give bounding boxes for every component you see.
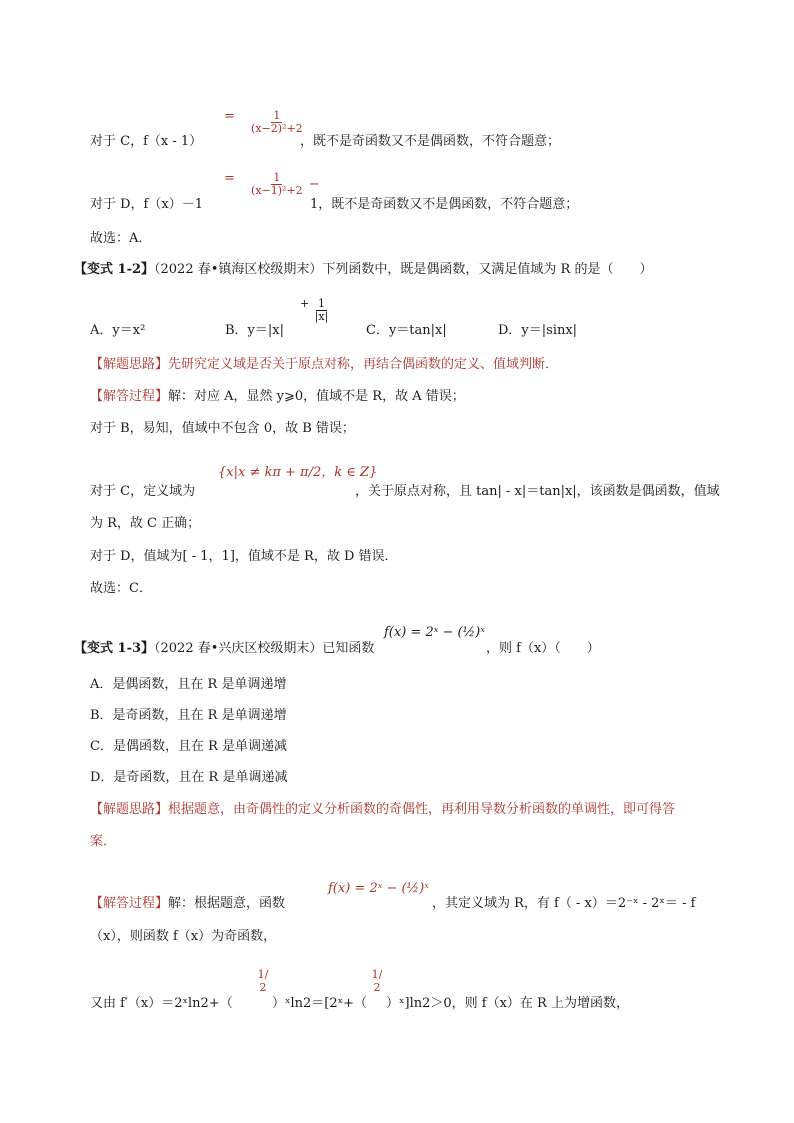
case-d-prefix: 对于 D，f（x）－1 (90, 197, 203, 212)
question-1-2-label: 【变式 1-2】 (74, 262, 155, 277)
idea-1-3 (90, 801, 675, 819)
line-case-d (90, 196, 203, 214)
option-b-plus: + (300, 297, 310, 310)
process-1-3-suffix: ，其定义域为 R，有 f（ - x）＝2⁻ˣ - 2ˣ＝ - f (432, 896, 696, 911)
process-1-3-function: f(x) = 2ˣ − (½)ˣ (328, 881, 429, 896)
option-b-denominator: |x| (314, 310, 329, 323)
idea-1-2 (90, 356, 558, 374)
idea-1-3-continued: 案． (90, 834, 117, 849)
option-c: C．y＝tan|x| (366, 323, 447, 338)
question-1-2-text: （2022 春•镇海区校级期末）下列函数中，既是偶函数，又满足值域为 R 的是（ ） (154, 262, 653, 277)
case-c2-continued: 为 R，故 C 正确； (90, 516, 201, 531)
case-d-formula (224, 172, 320, 197)
case-b-line: 对于 B，易知，值域中不包含 0，故 B 错误； (90, 421, 355, 436)
case-c-formula (224, 110, 305, 135)
process-1-3-text: 解：根据题意，函数 (168, 896, 286, 911)
half-fraction-1: 1/2 (257, 968, 269, 994)
option-1-3-b: B．是奇函数，且在 R 是单调递增 (90, 708, 287, 723)
derivative-suffix: ）ˣ]ln2＞0，则 f（x）在 R 上为增函数， (386, 996, 629, 1011)
question-1-3-tail: ，则 f（x）（ ） (486, 641, 600, 656)
option-a: A．y＝x² (90, 323, 146, 338)
process-1-3-continued: （x），则函数 f（x）为奇函数， (90, 929, 277, 944)
question-1-3-text: （2022 春•兴庆区校级期末）已知函数 (154, 641, 375, 656)
option-b-fraction (313, 298, 331, 323)
question-1-2 (74, 261, 652, 279)
answer-a: 故选：A． (90, 231, 152, 246)
derivative-middle: ）ˣln2＝[2ˣ+（ (272, 996, 368, 1011)
process-1-2-label: 【解答过程】 (90, 389, 169, 404)
case-c-numerator: 1 (273, 109, 281, 122)
process-1-2 (90, 388, 465, 406)
derivative-prefix: 又由 f′（x）＝2ˣln2+（ (90, 996, 233, 1011)
case-d2-line: 对于 D，值域为[ - 1，1]，值域不是 R，故 D 错误． (90, 549, 398, 564)
line-case-c (90, 133, 202, 151)
case-d-suffix: 1，既不是奇函数又不是偶函数，不符合题意； (310, 197, 579, 212)
idea-1-2-label: 【解题思路】 (90, 357, 169, 372)
option-1-3-d: D．是奇函数，且在 R 是单调递减 (90, 770, 288, 785)
question-1-3-label: 【变式 1-3】 (74, 641, 155, 656)
option-b-fraction-part (300, 298, 330, 323)
option-b-numerator: 1 (318, 297, 326, 310)
answer-c: 故选：C． (90, 581, 152, 596)
case-c-fraction (249, 110, 305, 135)
derivative-line (90, 995, 233, 1013)
idea-1-2-text: 先研究定义域是否关于原点对称，再结合偶函数的定义、值域判断． (168, 357, 559, 372)
case-c-suffix: ，既不是奇函数又不是偶函数，不符合题意； (300, 134, 561, 149)
case-d-eq: = (224, 171, 235, 186)
case-d-numerator: 1 (273, 171, 281, 184)
domain-set: {x|x ≠ kπ + π/2，k ∈ Z} (218, 465, 378, 480)
case-d-fraction (249, 172, 305, 197)
case-d-minus: − (308, 177, 320, 192)
option-d: D．y＝|sinx| (498, 323, 578, 338)
case-c-eq: = (224, 109, 235, 124)
idea-1-3-label: 【解题思路】 (90, 802, 169, 817)
case-c2-suffix: ，关于原点对称，且 tan| - x|＝tan|x|，该函数是偶函数，值域 (355, 484, 720, 499)
option-b: B．y＝|x| (225, 323, 284, 338)
question-1-3-function: f(x) = 2ˣ − (½)ˣ (384, 625, 485, 640)
process-1-3 (90, 895, 285, 913)
case-c-denominator: (x−2)²+2 (251, 122, 303, 135)
case-c-prefix: 对于 C，f（x - 1） (90, 134, 203, 149)
idea-1-3-text: 根据题意，由奇偶性的定义分析函数的奇偶性，再利用导数分析函数的单调性，即可得答 (168, 802, 676, 817)
option-1-3-c: C．是偶函数，且在 R 是单调递减 (90, 739, 287, 754)
half-fraction-2: 1/2 (371, 968, 383, 994)
process-1-3-label: 【解答过程】 (90, 896, 169, 911)
case-c2-prefix: 对于 C，定义域为 (90, 484, 196, 499)
case-d-denominator: (x−1)²+2 (251, 184, 303, 197)
question-1-3 (74, 640, 374, 658)
option-1-3-a: A．是偶函数，且在 R 是单调递增 (90, 677, 287, 692)
process-1-2-text: 解：对应 A，显然 y⩾0，值域不是 R，故 A 错误； (168, 389, 465, 404)
